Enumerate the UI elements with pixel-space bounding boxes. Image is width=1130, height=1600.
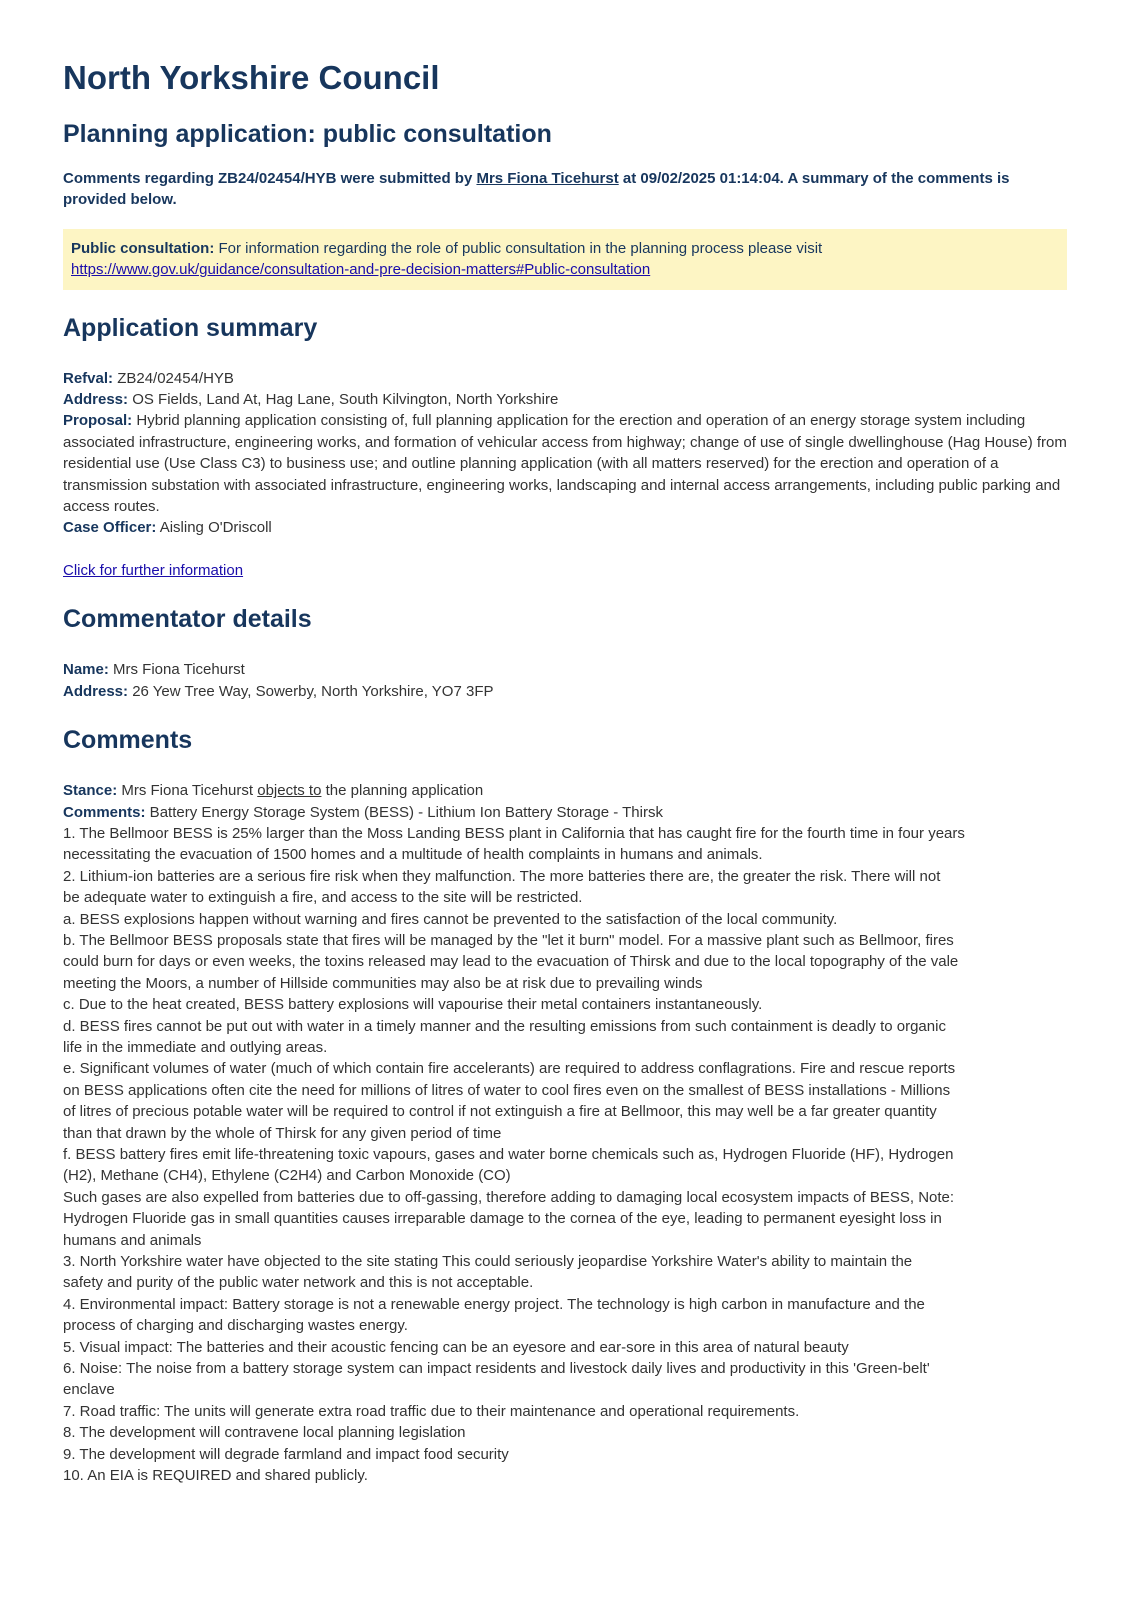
comment-lines	[63, 823, 1067, 1487]
comment-line: c. Due to the heat created, BESS battery explosions will vapourise their metal containers instantaneously.	[63, 996, 763, 1014]
commentator-address-value: 26 Yew Tree Way, Sowerby, North Yorkshire, YO7 3FP	[128, 682, 494, 700]
commentator-name-row	[63, 659, 1067, 680]
comment-line: meeting the Moors, a number of Hillside communities may also be at risk due to prevailing winds	[63, 974, 703, 992]
address-row	[63, 389, 1067, 410]
refval-value: ZB24/02454/HYB	[113, 369, 234, 387]
comment-line: of litres of precious potable water will be required to control if not extinguish a fire at Bellmoor, this may well be a far greater quantity	[63, 1103, 937, 1121]
commentator-address-row	[63, 681, 1067, 702]
proposal-label: Proposal:	[63, 412, 133, 430]
commentator-address-label: Address:	[63, 682, 129, 700]
comment-line: 3. North Yorkshire water have objected to the site stating This could seriously jeopardise Yorkshire Water's ability to maintain the	[63, 1253, 913, 1271]
stance-verb: objects to	[257, 782, 322, 800]
further-info-row	[63, 560, 1067, 581]
comment-line: 8. The development will contravene local planning legislation	[63, 1424, 466, 1442]
commentator-heading: Commentator details	[63, 605, 312, 634]
intro-paragraph	[63, 168, 1067, 211]
comment-line: 4. Environmental impact: Battery storage is not a renewable energy project. The technology is high carbon in manufacture and the	[63, 1295, 925, 1313]
comment-line: humans and animals	[63, 1231, 202, 1249]
commentator-details	[63, 659, 1067, 702]
address-value: OS Fields, Land At, Hag Lane, South Kilvington, North Yorkshire	[128, 391, 559, 409]
case-officer-value: Aisling O'Driscoll	[156, 519, 272, 537]
stance-rest: the planning application	[321, 782, 484, 800]
notice-label: Public consultation:	[71, 239, 215, 257]
comment-line: Such gases are also expelled from batteries due to off-gassing, therefore adding to damaging local ecosystem impacts of BESS, Note:	[63, 1188, 955, 1206]
notice-text: For information regarding the role of public consultation in the planning process please visit	[214, 239, 823, 257]
comment-line: 7. Road traffic: The units will generate extra road traffic due to their maintenance and operational requirements.	[63, 1402, 800, 1420]
comments-label: Comments:	[63, 803, 146, 821]
comment-line: 1. The Bellmoor BESS is 25% larger than the Moss Landing BESS plant in California that has caught fire for the fourth time in four years	[63, 824, 965, 842]
application-summary-section	[63, 312, 1067, 582]
commenter-link[interactable]: Mrs Fiona Ticehurst	[476, 170, 619, 187]
case-officer-label: Case Officer:	[63, 519, 157, 537]
stance-row	[63, 780, 1067, 801]
comment-line: 9. The development will degrade farmland and impact food security	[63, 1445, 509, 1463]
stance-name: Mrs Fiona Ticehurst	[117, 782, 258, 800]
comment-line: safety and purity of the public water network and this is not acceptable.	[63, 1274, 534, 1292]
comment-line: life in the immediate and outlying areas.	[63, 1038, 328, 1056]
council-name: North Yorkshire Council	[63, 59, 440, 96]
refval-row	[63, 368, 1067, 389]
comments-heading: Comments	[63, 726, 193, 755]
comment-line: 2. Lithium-ion batteries are a serious fire risk when they malfunction. The more batteries there are, the greater the risk. There will not	[63, 867, 941, 885]
consultation-guidance-link[interactable]: https://www.gov.uk/guidance/consultation-and-pre-decision-matters#Public-consultation	[71, 261, 651, 279]
comment-line: could burn for days or even weeks, the toxins released may lead to the evacuation of Thirsk and due to the local topography of the vale	[63, 953, 959, 971]
comment-line: on BESS applications often cite the need for millions of litres of water to cool fires even on the smallest of BESS installations - Millions	[63, 1081, 951, 1099]
further-info-link[interactable]: Click for further information	[63, 561, 244, 579]
refval-label: Refval:	[63, 369, 114, 387]
comments-title: Battery Energy Storage System (BESS) - Lithium Ion Battery Storage - Thirsk	[145, 803, 663, 821]
comment-line: Hydrogen Fluoride gas in small quantities causes irreparable damage to the cornea of the eye, leading to permanent eyesight loss in	[63, 1210, 942, 1228]
comment-line: b. The Bellmoor BESS proposals state that fires will be managed by the "let it burn" model. For a massive plant such as Bellmoor, fires	[63, 931, 954, 949]
commentator-name-value: Mrs Fiona Ticehurst	[108, 661, 245, 679]
comments-title-row	[63, 802, 1067, 823]
comment-line: 10. An EIA is REQUIRED and shared publicly.	[63, 1467, 368, 1485]
comment-line: (H2), Methane (CH4), Ethylene (C2H4) and Carbon Monoxide (CO)	[63, 1167, 511, 1185]
application-summary-details	[63, 368, 1067, 539]
stance-label: Stance:	[63, 782, 118, 800]
comments-body	[63, 780, 1067, 1486]
comment-line: a. BESS explosions happen without warning and fires cannot be prevented to the satisfaction of the local community.	[63, 910, 838, 928]
address-label: Address:	[63, 391, 129, 409]
page-title: Planning application: public consultation	[63, 120, 552, 148]
comment-line: enclave	[63, 1381, 115, 1399]
commentator-section	[63, 603, 1067, 702]
proposal-row	[63, 410, 1067, 517]
application-summary-heading: Application summary	[63, 313, 318, 342]
comment-line: 5. Visual impact: The batteries and their acoustic fencing can be an eyesore and ear-sore in this area of natural beauty	[63, 1338, 849, 1356]
comment-line: f. BESS battery fires emit life-threatening toxic vapours, gases and water borne chemicals such as, Hydrogen Fluoride (HF), Hydrogen	[63, 1146, 954, 1163]
case-officer-row	[63, 517, 1067, 538]
comment-line: e. Significant volumes of water (much of which contain fire accelerants) are required to address conflagrations. Fire and rescue reports	[63, 1060, 956, 1078]
commentator-name-label: Name:	[63, 661, 109, 679]
comments-section	[63, 724, 1067, 1486]
comment-line: than that drawn by the whole of Thirsk for any given period of time	[63, 1124, 502, 1142]
intro-suffix: at 09/02/2025 01:14:04. A summary of the comments is provided below.	[63, 170, 1010, 209]
comment-line: be adequate water to extinguish a fire, and access to the site will be restricted.	[63, 889, 583, 907]
proposal-value: Hybrid planning application consisting of, full planning application for the erection and operation of an energy storage system including associated infrastructure, engineering works, and formation of vehicular access from highway; change of use of single dwellinghouse (Hag House) from residential use (Use Class C3) to business use; and outline planning application (with all matters reserved) for the erection and operation of a transmission substation with associated infrastructure, engineering works, landscaping and internal access arrangements, including public parking and access routes.	[63, 412, 1067, 516]
intro-prefix: Comments regarding ZB24/02454/HYB were submitted by	[63, 170, 477, 187]
comment-line: 6. Noise: The noise from a battery storage system can impact residents and livestock daily lives and productivity in this 'Green-belt'	[63, 1360, 930, 1378]
consultation-notice	[63, 229, 1067, 290]
comment-line: necessitating the evacuation of 1500 homes and a multitude of health complaints in humans and animals.	[63, 846, 763, 864]
comment-line: process of charging and discharging wastes energy.	[63, 1317, 408, 1335]
comment-line: d. BESS fires cannot be put out with water in a timely manner and the resulting emissions from such containment is deadly to organic	[63, 1017, 946, 1035]
